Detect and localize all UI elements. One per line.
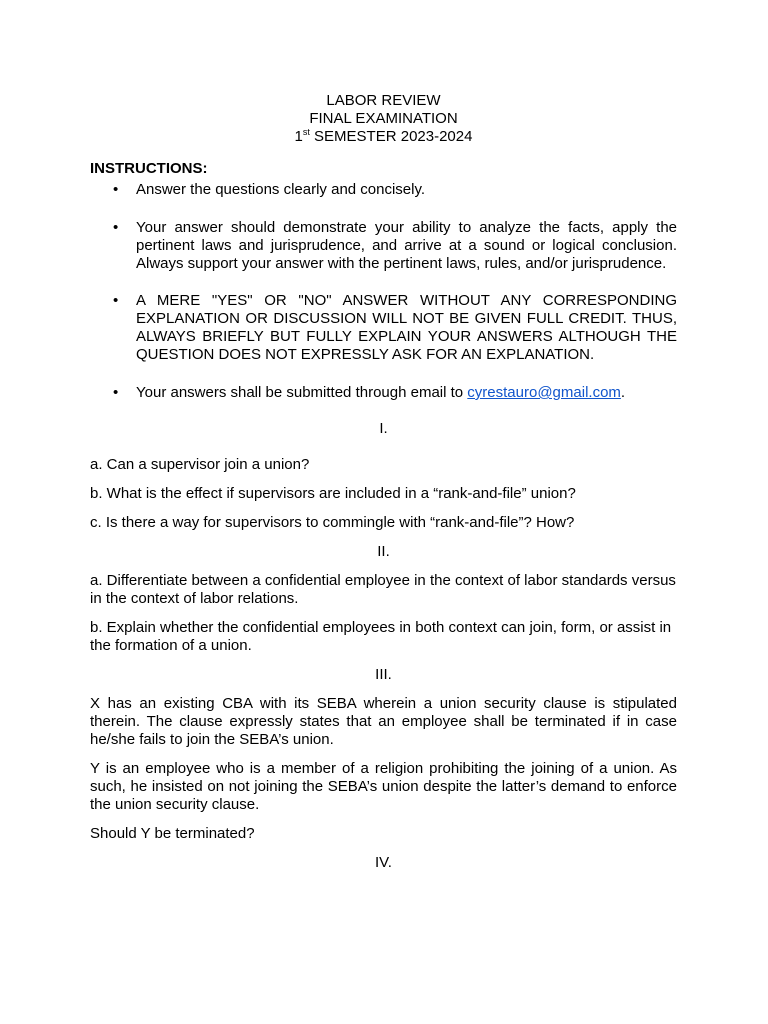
instruction-text: Answer the questions clearly and concisely. xyxy=(136,181,426,198)
instruction-text: A MERE "YES" OR "NO" ANSWER WITHOUT ANY CORRESPONDING EXPLANATION OR DISCUSSION WILL NOT BE GIVEN FULL CREDIT. THUS, ALWAYS BRIEFLY BUT FULLY EXPLAIN YOUR ANSWERS ALTHOUGH THE QUESTION DOES NOT EXPRESSLY ASK FOR AN EXPLANATION. xyxy=(136,292,677,363)
question-i-c: c. Is there a way for supervisors to commingle with “rank-and-file”? How? xyxy=(90,514,575,531)
email-suffix: . xyxy=(620,384,626,401)
semester-number: 1 xyxy=(294,128,303,145)
semester-ordinal: st xyxy=(302,127,310,137)
question-iii-facts-x: X has an existing CBA with its SEBA wherein a union security clause is stipulated therein. The clause expressly states that an employee shall be terminated if in case he/she fails to join the SEBA’s union. xyxy=(90,695,677,748)
question-iii-ask: Should Y be terminated? xyxy=(90,825,255,842)
instruction-item xyxy=(90,181,677,199)
question-ii-a: a. Differentiate between a confidential employee in the context of labor standards versus in the context of labor relations. xyxy=(90,572,676,607)
semester-line xyxy=(90,128,677,146)
instruction-text: Your answers shall be submitted through email to xyxy=(136,384,468,401)
question-i-a: a. Can a supervisor join a union? xyxy=(90,456,310,473)
question-ii-b: b. Explain whether the confidential employees in both context can join, form, or assist in the formation of a union. xyxy=(90,619,672,654)
bullet-icon: • xyxy=(113,181,119,198)
bullet-icon: • xyxy=(113,219,119,236)
instruction-item xyxy=(90,292,677,364)
question-i-b: b. What is the effect if supervisors are included in a “rank-and-file” union? xyxy=(90,485,576,502)
section-numeral-iii: III. xyxy=(375,666,392,683)
section-numeral-i: I. xyxy=(379,420,388,437)
section-numeral-iv: IV. xyxy=(375,854,392,871)
exam-document xyxy=(90,92,677,872)
semester-text: SEMESTER 2023-2024 xyxy=(309,128,473,145)
instruction-text: Your answer should demonstrate your ability to analyze the facts, apply the pertinent laws and jurisprudence, and arrive at a sound or logical conclusion. Always support your answer with the pertinent laws, rules, and/or jurisprudence. xyxy=(136,219,677,272)
instructions-list xyxy=(90,181,677,402)
section-numeral-ii: II. xyxy=(377,543,390,560)
instruction-item xyxy=(90,219,677,273)
bullet-icon: • xyxy=(113,292,119,309)
instructions-heading: INSTRUCTIONS: xyxy=(90,160,208,177)
instruction-item xyxy=(90,384,677,402)
bullet-icon: • xyxy=(113,384,119,401)
question-iii-facts-y: Y is an employee who is a member of a religion prohibiting the joining of a union. As such, he insisted on not joining the SEBA’s union despite the latter’s demand to enforce the union security clause. xyxy=(90,760,677,813)
course-title: LABOR REVIEW xyxy=(326,92,441,109)
exam-header xyxy=(90,92,677,146)
email-link[interactable]: cyrestauro@gmail.com xyxy=(467,384,621,401)
exam-title: FINAL EXAMINATION xyxy=(309,110,458,127)
